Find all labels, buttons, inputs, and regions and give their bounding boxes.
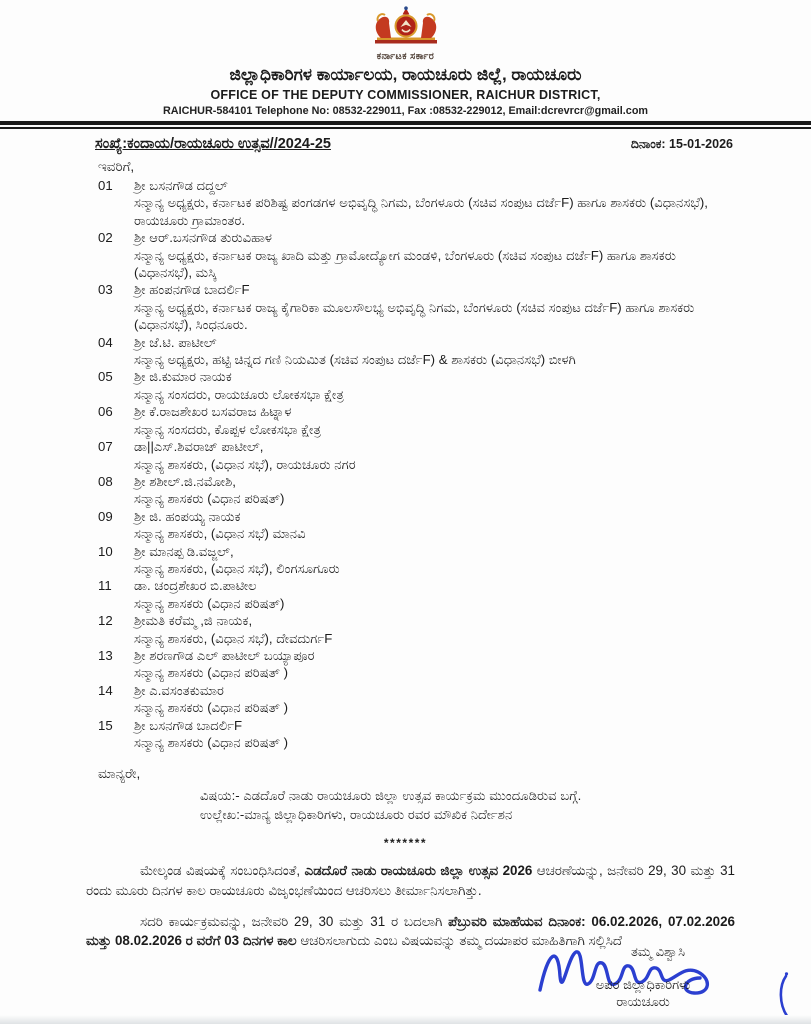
recipient-number: 10 <box>98 543 113 559</box>
recipient-name: ಶ್ರೀ ಹಂಪನಗೌಡ ಬಾದರ್ಲಿF <box>134 282 250 298</box>
recipient-body <box>134 508 709 543</box>
subject-line: ವಿಷಯ:- ಎಡದೊರೆ ನಾಡು ರಾಯಚೂರು ಜಿಲ್ಲಾ ಉತ್ಸವ ಕಾರ್ಯಕ್ರಮ ಮುಂದೂಡಿರುವ ಬಗ್ಗೆ. <box>200 788 582 804</box>
para1-text: ಮೇಲ್ಕಂಡ ವಿಷಯಕ್ಕೆ ಸಂಬಂಧಿಸಿದಂತೆ, <box>140 863 305 879</box>
recipient-name: ಶ್ರೀ ಎ.ವಸಂತಕುಮಾರ <box>134 682 224 698</box>
recipient-name: ಶ್ರೀ ಜೆ.ಟಿ. ಪಾಟೀಲ್ <box>134 334 217 350</box>
recipient-body <box>134 281 709 333</box>
recipient-row <box>98 403 741 438</box>
subject-block <box>0 782 811 824</box>
recipient-row <box>98 229 741 281</box>
recipient-name: ಶ್ರೀ ಮಾನಪ್ಪ ಡಿ.ವಜ್ಜಲ್, <box>134 543 234 559</box>
reference-number: ಸಂಖ್ಯೆ:ಕಂದಾಯ/ರಾಯಚೂರು ಉತ್ಸವ//2024-25 <box>95 136 331 152</box>
recipient-name: ಡಾ. ಚಂದ್ರಶೇಖರ ಬಿ.ಪಾಟೀಲ <box>134 578 257 594</box>
para2-bold-text: ಪೆಬ್ರುವರಿ ಮಾಹೆಯವ ದಿನಾಂಕ: 06.02.2026, 07.02.2026 ಮತ್ತು 08.02.2026 ರ ವರೆಗೆ 03 ದಿನಗಳ ಕಾಲ <box>86 913 735 949</box>
closing-text: ತಮ್ಮ ವಿಶ್ವಾಸಿ <box>631 944 685 959</box>
recipient-body <box>134 543 709 578</box>
recipient-detail: ಸನ್ಮಾನ್ಯ ಶಾಸಕರು, (ವಿಧಾನ ಸಭೆ), ಲಿಂಗಸೂಗೂರು <box>134 560 340 576</box>
recipient-detail: ಸನ್ಮಾನ್ಯ ಶಾಸಕರು (ವಿಧಾನ ಪರಿಷತ್ ) <box>134 700 289 716</box>
recipient-number: 05 <box>98 369 113 385</box>
recipient-number: 12 <box>98 613 113 629</box>
recipient-row <box>98 281 741 333</box>
recipient-detail: ಸನ್ಮಾನ್ಯ ಶಾಸಕರು (ವಿಧಾನ ಪರಿಷತ್) <box>134 491 285 507</box>
salutation: ಮಾನ್ಯರೇ, <box>98 766 141 782</box>
recipient-row <box>98 577 741 612</box>
to-label: ಇವರಿಗೆ, <box>98 159 135 174</box>
para1-bold-text: ಎಡದೊರೆ ನಾಡು ರಾಯಚೂರು ಜಿಲ್ಲಾ ಉತ್ಸವ 2026 <box>304 863 533 879</box>
recipient-row <box>98 647 741 682</box>
recipient-name: ಶ್ರೀ ಕೆ.ರಾಜಶೇಖರ ಬಸವರಾಜ ಹಿಟ್ನಾಳ <box>134 404 292 420</box>
recipient-body <box>134 229 709 281</box>
recipient-detail: ಸನ್ಮಾನ್ಯ ಶಾಸಕರು, (ವಿಧಾನ ಸಭೆ), ದೇವದುರ್ಗF <box>134 630 333 646</box>
separator-stars: ******* <box>383 836 428 851</box>
recipient-detail: ಸನ್ಮಾನ್ಯ ಅಧ್ಯಕ್ಷರು, ಕರ್ನಾಟಕ ರಾಜ್ಯ ಖಾದಿ ಮತ್ತು ಗ್ರಾಮೋದ್ಯೋಗ ಮಂಡಳಿ, ಬೆಂಗಳೂರು (ಸಚಿವ ಸಂಪುಟ ದರ್ಜೆF) ಹಾಗೂ ಶಾಸಕರು (ವಿಧಾನಸಭೆ), ಮಸ್ಕಿ <box>134 247 676 281</box>
recipient-body <box>134 682 709 717</box>
recipient-number: 11 <box>98 578 112 594</box>
recipient-detail: ಸನ್ಮಾನ್ಯ ಶಾಸಕರು (ವಿಧಾನ ಪರಿಷತ್ ) <box>134 735 289 750</box>
recipient-name: ಶ್ರೀಮತಿ ಕರೆಮ್ಮ ,ಜಿ ನಾಯಕ, <box>134 613 253 629</box>
recipient-name: ಡಾ||ಎಸ್.ಶಿವರಾಜ್ ಪಾಟೀಲ್, <box>134 439 264 455</box>
recipient-body <box>134 717 709 752</box>
recipient-detail: ಸನ್ಮಾನ್ಯ ಶಾಸಕರು (ವಿಧಾನ ಪರಿಷತ್ ) <box>134 665 289 681</box>
recipient-row <box>98 508 741 543</box>
body-paragraph-1 <box>0 850 811 900</box>
contact-line: RAICHUR-584101 Telephone No: 08532-229011, Fax :08532-229012, Email:dcrevrcr@gmail.com <box>162 105 649 117</box>
recipient-body <box>134 177 709 229</box>
para2-tail-text: ಆಚರಿಸಲಾಗುದು ಎಂಬ ವಿಷಯವನ್ನು ತಮ್ಮ ದಯಾಪರ ಮಾಹಿತಿಗಾಗಿ ಸಲ್ಲಿಸಿದೆ <box>300 933 623 949</box>
recipient-name: ಶ್ರೀ ಜಿ.ಕುಮಾರ ನಾಯಕ <box>134 369 232 385</box>
recipient-number: 02 <box>98 230 113 246</box>
recipient-number: 04 <box>98 334 113 350</box>
recipient-detail: ಸನ್ಮಾನ್ಯ ಶಾಸಕರು, (ವಿಧಾನ ಸಭೆ) ಮಾನವಿ <box>134 526 306 542</box>
recipient-detail: ಸನ್ಮಾನ್ಯ ಶಾಸಕರು, (ವಿಧಾನ ಸಭೆ), ರಾಯಚೂರು ನಗರ <box>134 456 356 472</box>
recipient-number: 01 <box>98 178 113 193</box>
recipient-row <box>98 473 741 508</box>
signature-block <box>538 944 748 1010</box>
emblem-caption: ಕರ್ನಾಟಕ ಸರ್ಕಾರ <box>376 51 435 62</box>
recipient-row <box>98 717 741 752</box>
signatory-place: ರಾಯಚೂರು <box>616 994 670 1009</box>
header-divider <box>0 121 811 129</box>
recipient-number: 09 <box>98 508 113 524</box>
recipient-detail: ಸನ್ಮಾನ್ಯ ಸಂಸದರು, ರಾಯಚೂರು ಲೋಕಸಭಾ ಕ್ಷೇತ್ರ <box>134 386 344 402</box>
recipient-number: 08 <box>98 473 113 489</box>
office-title-kannada: ಜಿಲ್ಲಾಧಿಕಾರಿಗಳ ಕಾರ್ಯಾಲಯ, ರಾಯಚೂರು ಜಿಲ್ಲೆ, ರಾಯಚೂರು <box>229 65 582 84</box>
recipient-row <box>98 438 741 473</box>
recipient-detail: ಸನ್ಮಾನ್ಯ ಸಂಸದರು, ಕೊಪ್ಪಳ ಲೋಕಸಭಾ ಕ್ಷೇತ್ರ <box>134 421 322 437</box>
recipient-body <box>134 647 709 682</box>
para2-text: ಸದರಿ ಕಾರ್ಯಕ್ರಮವನ್ನು, ಜನೇವರಿ 29, 30 ಮತ್ತು 31 ರ ಬದಲಾಗಿ <box>140 913 449 929</box>
recipient-name: ಶ್ರೀ ಬಸನಗೌಡ ದದ್ದಲ್ <box>134 178 228 193</box>
recipient-row <box>98 368 741 403</box>
recipient-body <box>134 473 709 508</box>
recipient-name: ಶ್ರೀ ಶರಣಗೌಡ ಎಲ್ ಪಾಟೀಲ್ ಬಯ್ಯಾಪೂರ <box>134 647 315 663</box>
recipient-number: 13 <box>98 647 113 663</box>
recipient-body <box>134 403 709 438</box>
office-title-english: OFFICE OF THE DEPUTY COMMISSIONER, RAICHUR DISTRICT, <box>210 88 601 102</box>
scan-edge-band <box>0 1015 811 1024</box>
letterhead <box>0 0 811 117</box>
recipient-number: 07 <box>98 439 113 455</box>
signatory-title: ಅಪರ ಜಿಲ್ಲಾಧಿಕಾರಿಗಳು <box>595 977 691 992</box>
recipient-number: 06 <box>98 404 113 420</box>
recipient-detail: ಸನ್ಮಾನ್ಯ ಅಧ್ಯಕ್ಷರು, ಕರ್ನಾಟಕ ಪರಿಶಿಷ್ಟ ಪಂಗಡಗಳ ಅಭಿವೃದ್ಧಿ ನಿಗಮ, ಬೆಂಗಳೂರು (ಸಚಿವ ಸಂಪುಟ ದರ್ಜೆF) ಹಾಗೂ ಶಾಸಕರು (ವಿಧಾನಸಭೆ), ರಾಯಚೂರು ಗ್ರಾಮಾಂತರ. <box>134 195 708 228</box>
recipient-row <box>98 177 741 229</box>
recipient-detail: ಸನ್ಮಾನ್ಯ ಶಾಸಕರು (ವಿಧಾನ ಪರಿಷತ್) <box>134 595 285 611</box>
recipient-name: ಶ್ರೀ ಶಶೀಲ್.ಜಿ.ನಮೋಶಿ, <box>134 473 236 489</box>
recipient-body <box>134 334 709 369</box>
letter-date: ದಿನಾಂಕ: 15-01-2026 <box>630 137 733 151</box>
recipient-detail: ಸನ್ಮಾನ್ಯ ಅಧ್ಯಕ್ಷರು, ಹಟ್ಟಿ ಚಿನ್ನದ ಗಣಿ ನಿಯಮಿತ (ಸಚಿವ ಸಂಪುಟ ದರ್ಜೆF) & ಶಾಸಕರು (ವಿಧಾನಸಭೆ) ಬೀಳಗಿ <box>134 352 576 368</box>
recipient-number: 03 <box>98 282 113 298</box>
recipient-row <box>98 682 741 717</box>
recipient-body <box>134 368 709 403</box>
recipient-number: 14 <box>98 682 113 698</box>
recipient-body <box>134 577 709 612</box>
recipient-number: 15 <box>98 717 113 733</box>
recipient-body <box>134 438 709 473</box>
recipient-detail: ಸನ್ಮಾನ್ಯ ಅಧ್ಯಕ್ಷರು, ಕರ್ನಾಟಕ ರಾಜ್ಯ ಕೈಗಾರಿಕಾ ಮೂಲಸೌಲಭ್ಯ ಅಭಿವೃದ್ಧಿ ನಿಗಮ, ಬೆಂಗಳೂರು (ಸಚಿವ ಸಂಪುಟ ದರ್ಜೆF) ಹಾಗೂ ಶಾಸಕರು (ವಿಧಾನಸಭೆ), ಸಿಂಧನೂರು. <box>134 299 695 333</box>
recipient-row <box>98 612 741 647</box>
recipient-body <box>134 612 709 647</box>
karnataka-government-emblem-icon <box>366 6 446 46</box>
recipient-row <box>98 334 741 369</box>
reference-line: ಉಲ್ಲೇಖ:-ಮಾನ್ಯ ಜಿಲ್ಲಾಧಿಕಾರಿಗಳು, ರಾಯಚೂರು ರವರ ಮೌಖಿಕ ನಿರ್ದೇಶನ <box>200 806 513 822</box>
para1-tail-text: ಆಚರಣೆಯನ್ನು, ಜನೇವರಿ 29, 30 ಮತ್ತು 31 ರಂದು ಮೂರು ದಿನಗಳ ಕಾಲ ರಾಯಚೂರು ವಿಜೃಂಭಣೆಯಿಂದ ಆಚರಿಸಲು ತೀರ್ಮಾನಿಸಲಾಗಿತ್ತು. <box>86 863 736 898</box>
recipient-row <box>98 543 741 578</box>
recipient-list <box>0 177 811 751</box>
recipient-name: ಶ್ರೀ ಜಿ. ಹಂಪಯ್ಯ ನಾಯಕ <box>134 508 241 524</box>
recipient-name: ಶ್ರೀ ಆರ್.ಬಸನಗೌಡ ತುರುವಿಹಾಳ <box>134 230 273 246</box>
reference-row <box>0 129 811 152</box>
recipient-name: ಶ್ರೀ ಬಸನಗೌಡ ಬಾದರ್ಲಿF <box>134 717 243 733</box>
